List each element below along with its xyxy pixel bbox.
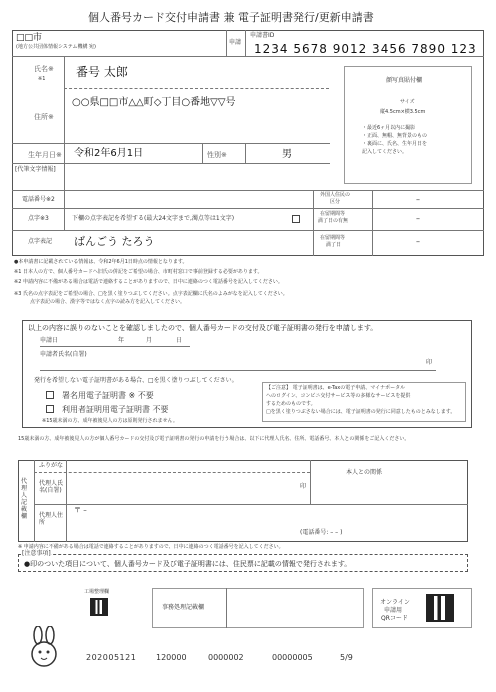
residence-period-value: –	[416, 214, 420, 223]
applicant-id-abbr: 申請	[229, 39, 242, 46]
cert-side-2: へのログイン、コンビニ交付サービス等の多様なサービスを提供	[266, 393, 411, 399]
residence-period-label-1: 在留期間等	[320, 211, 346, 217]
photo-title: 顔写真貼付欄	[386, 77, 423, 84]
photo-size: 縦4.5cm×横3.5cm	[380, 109, 426, 115]
residence-expiry-value: –	[416, 237, 420, 246]
city-subtitle: (地方公共団体情報システム機構 宛)	[16, 44, 96, 50]
city-name: □□市	[16, 33, 43, 43]
proxy-zip: 〒 –	[74, 506, 87, 514]
caution-text: ●印のついた項目について、個人番号カード及び電子証明書には、住民票に記載の情報で発行されます。	[24, 560, 352, 568]
residence-expiry-label-2: 満了日	[326, 242, 342, 248]
date-day: 日	[176, 337, 183, 344]
relation-label: 本人との関係	[346, 469, 383, 476]
proxy-address-label: 代理人住所	[39, 512, 64, 526]
auth-cert-checkbox[interactable]	[46, 405, 54, 413]
photo-size-label: サイズ	[400, 99, 415, 105]
address-label: 住所※	[34, 113, 54, 121]
date-month: 月	[146, 337, 153, 344]
phone-label: 電話番号※2	[22, 196, 55, 203]
proxy-phone: (電話番号: – – )	[300, 529, 343, 536]
qr-label: 工場整理欄	[84, 589, 110, 595]
footer-page: 5/9	[340, 653, 353, 662]
proxy-seal: 印	[300, 483, 307, 490]
footer-code-3: 0000002	[208, 653, 244, 662]
online-qr-icon	[426, 594, 454, 622]
footer-code-1: 202005121	[86, 653, 137, 662]
proxy-name-label: 代理人氏名(自署)	[39, 480, 64, 494]
address-value: ○○県□□市△△町◇丁目○番地▽▽号	[72, 97, 236, 108]
declaration-text: 以上の内容に誤りのないことを確認しましたので、個人番号カードの交付及び電子証明書の発行を申請します。	[28, 324, 378, 332]
note-2: ※2 申請内容に不備がある場合は電話で連絡することがありますので、日中に連絡のつく電話番号を記入してください。	[14, 279, 283, 285]
furigana-label: ふりがな	[39, 462, 64, 469]
date-label: 申請日	[40, 337, 59, 344]
proxy-side-label: 代理人記載欄	[21, 478, 28, 520]
footer-code-4: 00000005	[272, 653, 313, 662]
online-label-1: オンライン	[380, 599, 410, 606]
name-label: 氏名※	[34, 65, 54, 73]
caution-label: [注意事項]	[22, 550, 51, 557]
online-label-3: QRコード	[381, 615, 408, 622]
photo-note-3: ・裏面に、氏名、生年月日を	[362, 141, 428, 147]
foreigner-label-2: 区分	[330, 199, 341, 205]
note-1: ※1 日本人の方で、個人番号カードへ旧氏の併記をご希望の場合、市町村窓口で事前登録する必要があります。	[14, 269, 263, 275]
residence-period-label-2: 満了日の有無	[318, 218, 349, 224]
braille-text: 下欄の点字表記を希望する(最大24文字まで,濁点等は1文字)	[72, 215, 235, 222]
sign-cert-label: 署名用電子証明書 ※ 不要	[62, 391, 154, 400]
online-label-2: 申請用	[384, 607, 403, 614]
photo-note-2: ・正面、無帽、無背景のもの	[362, 133, 428, 139]
signer-label: 申請者氏名(自署)	[40, 351, 87, 358]
cert-side-3: するためのものです。	[266, 401, 316, 407]
name-note: ※1	[38, 76, 46, 82]
braille-label: 点字※3	[28, 215, 49, 222]
braille-checkbox[interactable]	[292, 215, 300, 223]
applicant-id-value: 1234 5678 9012 3456 7890 123	[254, 42, 477, 56]
sign-cert-checkbox[interactable]	[46, 391, 54, 399]
dob-label: 生年月日※	[28, 151, 62, 159]
applicant-id-label: 申請書ID	[250, 32, 275, 39]
note-3: ※3 氏名の点字表記をご希望の場合、□を黒く塗りつぶしてください。点字表記欄に氏名のよみがなを記入してください。	[14, 291, 288, 297]
cert-side-1: 【ご注意】 電子証明書は、e-Taxの電子申請、マイナポータル	[266, 385, 406, 391]
photo-note-4: 記入してください。	[362, 149, 408, 155]
sex-label: 性別※	[207, 151, 227, 159]
name-value: 番号 太郎	[76, 65, 128, 79]
form-title: 個人番号カード交付申請書 兼 電子証明書発行/更新申請書	[88, 11, 374, 24]
foreigner-label-1: 外国人住民の	[320, 192, 351, 198]
auth-cert-label: 利用者証明用電子証明書 不要	[62, 405, 169, 414]
office-label: 事務処理記載欄	[162, 604, 205, 611]
note-4: 点字表記の場合、漢字等ではなく点字の読み方を記入してください。	[30, 299, 186, 305]
proxy-footnote: ※ 申請内容に不備がある場合は電話で連絡することがありますので、日中に連絡のつく電話番号を記入してください。	[18, 544, 284, 550]
notes-intro: ●本申請書に記載されている情報は、令和2年6月1日時点の情報となります。	[14, 259, 188, 265]
factory-qr-icon	[90, 598, 108, 616]
foreigner-value: –	[416, 195, 420, 204]
cert-side-4: □を黒く塗りつぶさない場合には、電子証明書の発行に同意したものとみなします。	[266, 409, 456, 415]
photo-note-1: ・最近6ヶ月以内に撮影	[362, 125, 416, 131]
proxy-writer-label: [代筆文字情報]	[15, 166, 56, 173]
braille-reading-value: ばんごう たろう	[74, 235, 155, 248]
residence-expiry-label-1: 在留期間等	[320, 235, 346, 241]
cert-prompt: 発行を希望しない電子証明書がある場合、□を黒く塗りつぶしてください。	[34, 377, 238, 384]
date-year: 年	[118, 337, 125, 344]
cert-note: ※15歳未満の方、成年被後見人の方は原則発行されません。	[42, 418, 178, 424]
mascot-icon	[26, 626, 62, 668]
dob-value: 令和2年6月1日	[74, 148, 144, 159]
footer-code-2: 120000	[156, 653, 187, 662]
braille-reading-label: 点字表記	[28, 238, 53, 245]
signer-seal: 印	[426, 359, 433, 366]
proxy-intro: 15歳未満の方、成年被後見人の方が個人番号カードの交付及び電子証明書の発行の申請を行う場合は、以下に代理人氏名、住所、電話番号、本人との関係をご記入ください。	[18, 436, 410, 442]
sex-value: 男	[282, 149, 292, 160]
